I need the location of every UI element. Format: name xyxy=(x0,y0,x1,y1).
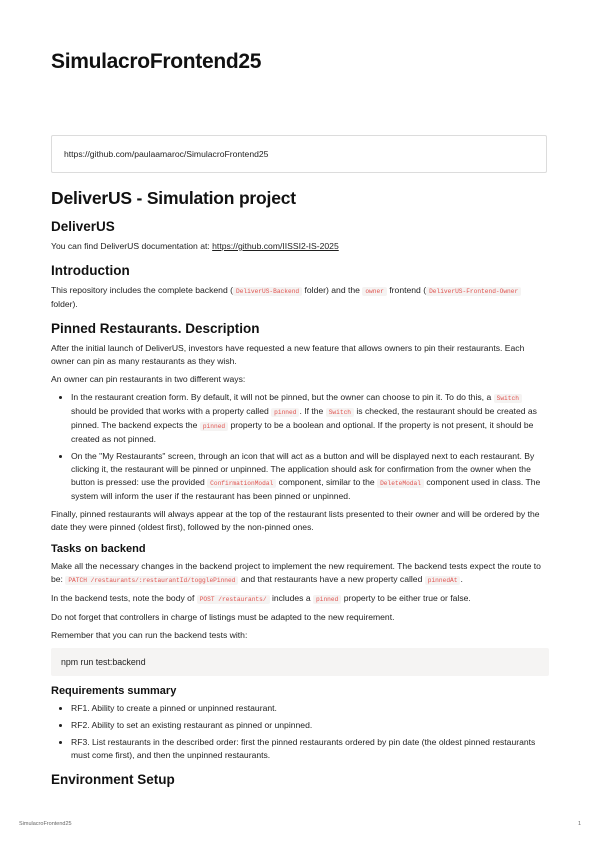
footer-page-number: 1 xyxy=(577,821,581,827)
code-pinned: pinned xyxy=(271,408,299,417)
code-confirmation-modal: ConfirmationModal xyxy=(207,479,276,488)
code-pinned-at: pinnedAt xyxy=(425,576,461,585)
tasks-paragraph-1: Make all the necessary changes in the backend project to implement the new requirement. The backend tests expect the route to be: PATCH /restaurants/:restaurantId/togglePinned and that restaurants have a new property called pinnedAt . xyxy=(51,561,541,584)
code-pinned: pinned xyxy=(200,422,228,431)
code-post-restaurants: POST /restaurants/ xyxy=(197,595,270,604)
code-backend-folder: DeliverUS-Backend xyxy=(233,287,302,296)
pinned-paragraph-1: After the initial launch of DeliverUS, investors have requested a new feature that allows owners to pin their restaurants. Each owner can pin as many restaurants as they wish. xyxy=(51,343,525,366)
list-item: • In the restaurant creation form. By default, it will not be pinned, but the owner can choose to pin it. To do this, a Switch should be provided that works with a property called pinned . If the Switch is checked, the restaurant should be created as pinned. The backend expects the pinned property to be a boolean and optional. If the property is not present, it should be created as not pinned. xyxy=(71,391,549,446)
code-route: PATCH /restaurants/:restaurantId/togglePinned xyxy=(65,576,238,585)
heading-tasks-backend: Tasks on backend xyxy=(51,543,146,555)
heading-project: DeliverUS - Simulation project xyxy=(51,188,296,208)
tasks-paragraph-4: Remember that you can run the backend tests with: xyxy=(51,630,248,640)
tasks-paragraph-3: Do not forget that controllers in charge of listings must be adapted to the new requirement. xyxy=(51,612,395,622)
repository-url: https://github.com/paulaamaroc/SimulacroFrontend25 xyxy=(64,149,269,159)
introduction-paragraph: This repository includes the complete backend ( DeliverUS-Backend folder) and the owner frontend ( DeliverUS-Frontend-Owner folder). xyxy=(51,284,549,311)
heading-pinned-restaurants: Pinned Restaurants. Description xyxy=(51,321,260,336)
pinned-paragraph-2: An owner can pin restaurants in two different ways: xyxy=(51,374,246,384)
pinned-paragraph-3: Finally, pinned restaurants will always appear at the top of the restaurant lists presented to their owner and will be ordered by the date they were pinned (oldest first), followed by the non-pinned ones. xyxy=(51,509,540,532)
code-delete-modal: DeleteModal xyxy=(377,479,424,488)
heading-requirements-summary: Requirements summary xyxy=(51,685,177,697)
heading-environment-setup: Environment Setup xyxy=(51,772,175,787)
list-item: • RF1. Ability to create a pinned or unpinned restaurant. xyxy=(71,702,549,715)
pin-methods-list xyxy=(51,391,549,503)
code-switch: Switch xyxy=(326,408,354,417)
repository-url-box xyxy=(51,135,547,173)
list-item: • On the "My Restaurants" screen, through an icon that will act as a button and will be displayed next to each restaurant. By clicking it, the restaurant will be pinned or unpinned. The application should ask for confirmation from the owner when the button is pressed: use the provided ConfirmationModal component, similar to the DeleteModal component used in class. The system will inform the user if the restaurant has been pinned or unpinned. xyxy=(71,450,549,503)
footer-document-name: SimulacroFrontend25 xyxy=(19,821,72,827)
deliverus-paragraph: You can find DeliverUS documentation at: https://github.com/IISSI2-IS-2025 xyxy=(51,241,339,251)
code-pinned: pinned xyxy=(313,595,341,604)
command-code-block: npm run test:backend xyxy=(51,648,549,676)
documentation-link[interactable]: https://github.com/IISSI2-IS-2025 xyxy=(212,241,339,251)
code-switch: Switch xyxy=(494,394,522,403)
list-item: • RF2. Ability to set an existing restaurant as pinned or unpinned. xyxy=(71,719,549,732)
heading-deliverus: DeliverUS xyxy=(51,219,115,234)
requirements-list xyxy=(51,702,549,762)
heading-introduction: Introduction xyxy=(51,263,130,278)
document-body xyxy=(51,188,549,793)
document-title: SimulacroFrontend25 xyxy=(51,50,262,73)
code-frontend-folder: DeliverUS-Frontend-Owner xyxy=(426,287,521,296)
code-owner: owner xyxy=(362,287,387,296)
list-item: • RF3. List restaurants in the described order: first the pinned restaurants ordered by pin date (the oldest pinned restaurants must come first), and then the unpinned restaurants. xyxy=(71,736,549,762)
tasks-paragraph-2: In the backend tests, note the body of POST /restaurants/ includes a pinned property to be either true or false. xyxy=(51,593,471,603)
